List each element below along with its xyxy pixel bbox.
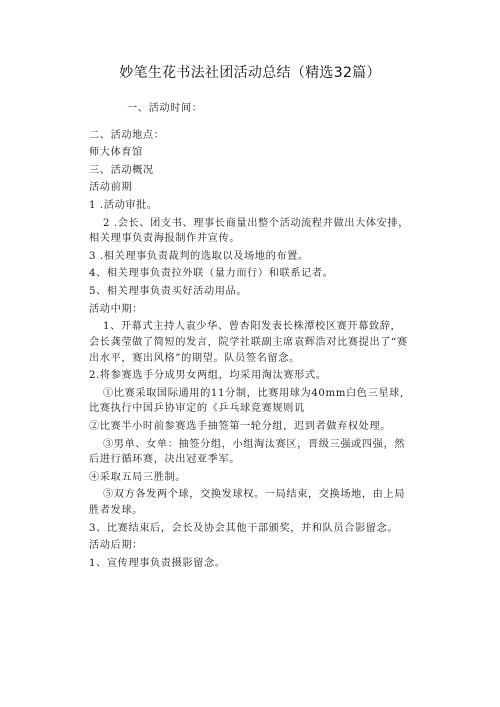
pre-item-3: 3 .相关理事负责裁判的选取以及场地的布置。 <box>89 250 309 262</box>
mid-rule-1: ①比赛采取国际通用的11分制，比赛用球为40mm白色三星球,比赛执行中国乒协审定的《乒乓球竞赛规则讥 <box>89 387 404 415</box>
section-heading-overview: 三、活动概况 <box>89 164 154 176</box>
phase-heading-post: 活动后期： <box>89 540 143 552</box>
section-heading-location: 二、活动地点： <box>89 129 165 141</box>
pre-item-1: 1 .活动审批。 <box>89 200 158 212</box>
document-title: 妙笔生花书法社团活动总结（精选32篇） <box>119 65 381 81</box>
location-value: 师大体育馆 <box>89 147 143 159</box>
mid-rule-5: ⑤双方各发两个球，交换发球权。一局结束，交换场地，由上局胜者发球。 <box>89 489 406 517</box>
phase-heading-pre: 活动前期 <box>89 182 133 194</box>
mid-rule-4: ④采取五局三胜制。 <box>89 471 187 483</box>
document-body <box>89 101 411 571</box>
mid-rule-3: ③男单、女单：抽签分组，小组淘汰赛区，晋级三强或四强，然后进行循环赛，决出冠亚季军。 <box>89 438 406 466</box>
mid-item-2: 2.将参赛选手分成男女两组，均采用淘汰赛形式。 <box>89 370 327 382</box>
phase-heading-mid: 活动中期： <box>89 303 143 315</box>
post-item-1: 1、宣传理事负责摄影留念。 <box>89 557 226 569</box>
mid-item-1: 1、开幕式主持人袁少华、曾杏阳发表长株潭校区赛开幕致辞，会长龚莹做了简短的发言，院学社联副主席袁辉浩对比赛提出了“赛出水平，赛出风格”的期望。队员签名留念。 <box>89 321 408 364</box>
pre-item-4: 4、相关理事负责拉外联（量力而行）和联系记者。 <box>89 268 334 280</box>
pre-item-5: 5、相关理事负责买好活动用品。 <box>89 286 248 298</box>
pre-item-2: 2 .会长、团支书、理事长商量出整个活动流程并做出大体安排，相关理事负责海报制作并宣传。 <box>89 217 410 245</box>
section-heading-time: 一、活动时间： <box>127 103 203 114</box>
mid-item-3: 3、比赛结束后，会长及协会其他干部颁奖，并和队员合影留念。 <box>89 522 399 534</box>
mid-rule-2: ②比赛半小时前参赛选手抽签第一轮分组，迟到者做弃权处理。 <box>89 420 392 432</box>
